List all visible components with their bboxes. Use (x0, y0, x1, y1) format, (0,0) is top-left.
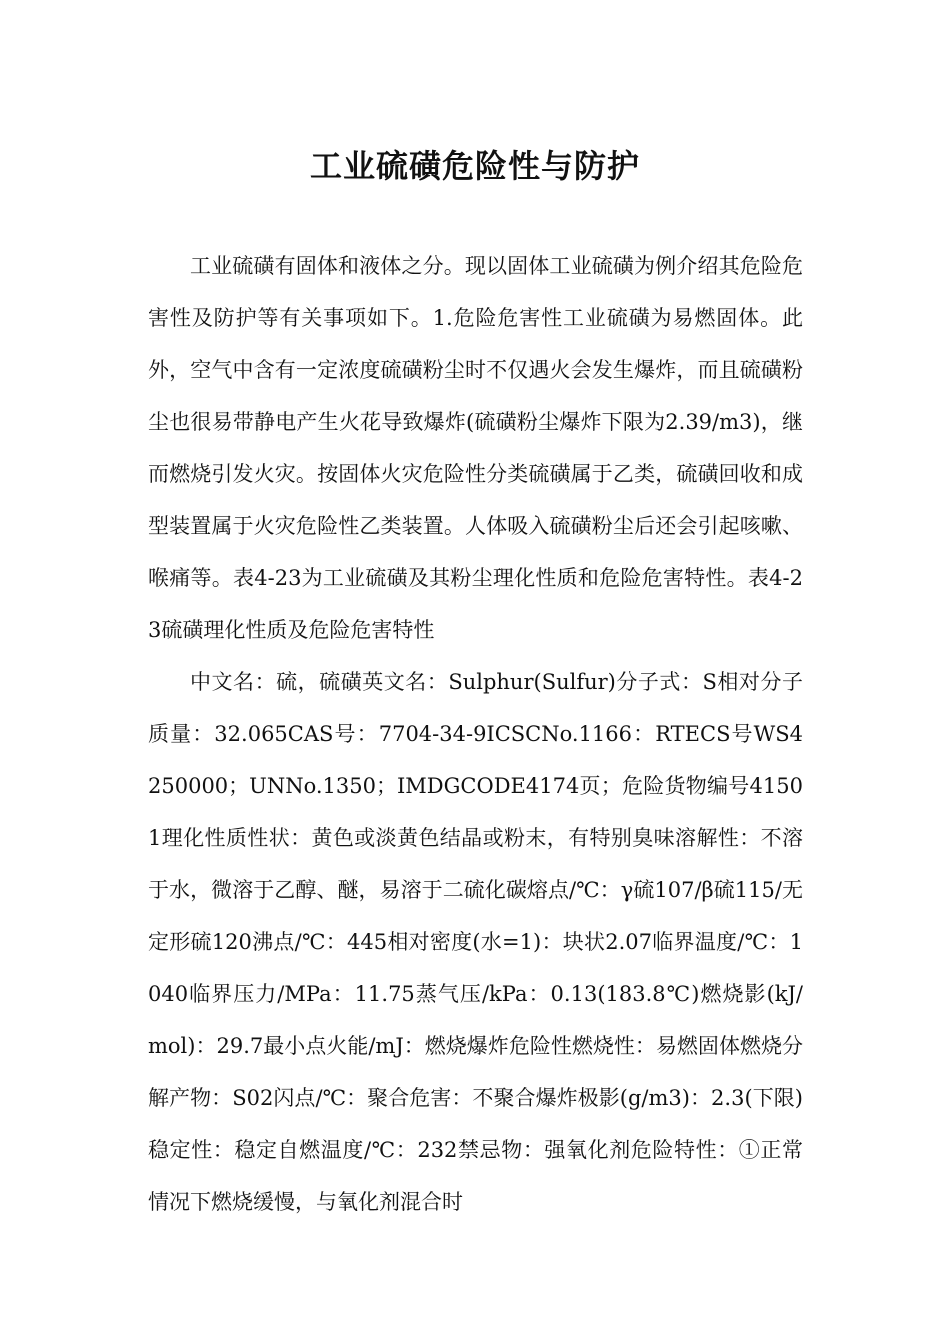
body-paragraph-hazard-intro: 工业硫磺有固体和液体之分。现以固体工业硫磺为例介绍其危险危害性及防护等有关事项如下。1.危险危害性工业硫磺为易燃固体。此外，空气中含有一定浓度硫磺粉尘时不仅遇火会发生爆炸，而且硫磺粉尘也很易带静电产生火花导致爆炸(硫磺粉尘爆炸下限为2.39/m3)，继而燃烧引发火灾。按固体火灾危险性分类硫磺属于乙类，硫磺回收和成型装置属于火灾危险性乙类装置。人体吸入硫磺粉尘后还会引起咳嗽、喉痛等。表4-23为工业硫磺及其粉尘理化性质和危险危害特性。表4-23硫磺理化性质及危险危害特性 (148, 254, 803, 642)
document-body (148, 240, 803, 1228)
body-paragraph-properties: 中文名：硫，硫磺英文名：Sulphur(Sulfur)分子式：S相对分子质量：32.065CAS号：7704-34-9ICSCNo.1166：RTECS号WS4250000；UNNo.1350；IMDGCODE4174页；危险货物编号41501理化性质性状：黄色或淡黄色结晶或粉末，有特别臭味溶解性：不溶于水，微溶于乙醇、醚，易溶于二硫化碳熔点/℃：γ硫107/β硫115/无定形硫120沸点/℃：445相对密度(水=1)：块状2.07临界温度/℃：1040临界压力/MPa：11.75蒸气压/kPa：0.13(183.8℃)燃烧影(kJ/mol)：29.7最小点火能/mJ：燃烧爆炸危险性燃烧性：易燃固体燃烧分解产物：S02闪点/℃：聚合危害：不聚合爆炸极影(g/m3)：2.3(下限)稳定性：稳定自燃温度/℃：232禁忌物：强氧化剂危险特性：①正常情况下燃烧缓慢，与氧化剂混合时 (148, 670, 803, 1214)
document-title: 工业硫磺危险性与防护 (309, 147, 640, 186)
